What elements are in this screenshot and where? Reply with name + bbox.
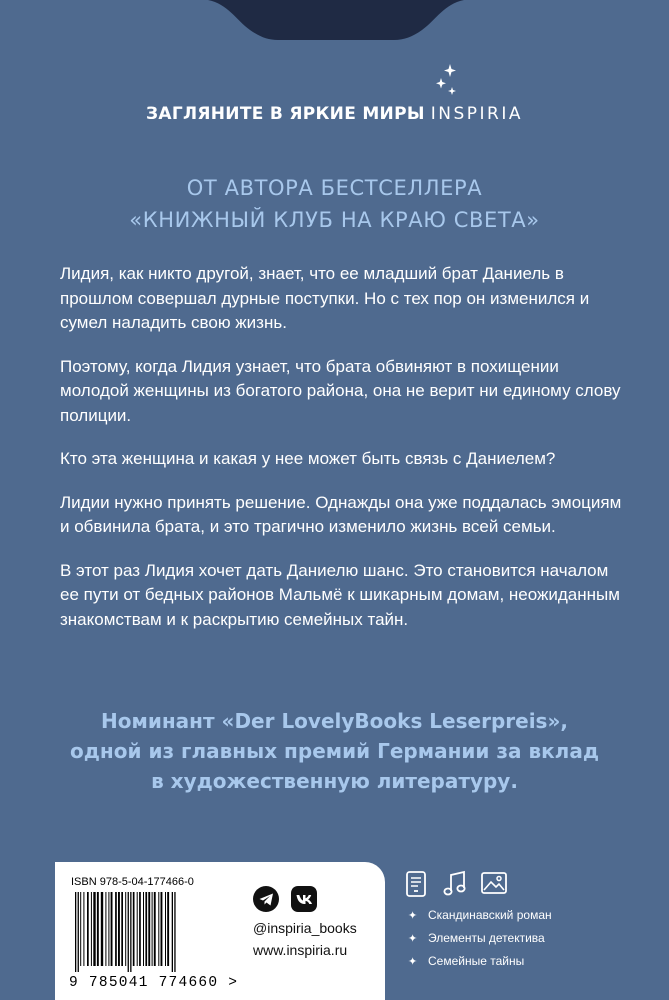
website-link[interactable]: www.inspiria.ru [253,942,348,958]
audiobook-icon [442,870,468,898]
tag-label: Семейные тайны [428,954,525,968]
award-line-3: в художественную литературу. [151,769,518,793]
headline-line-2: «КНИЖНЫЙ КЛУБ НА КРАЮ СВЕТА» [129,208,540,232]
barcode-digits: 9 785041 774660 > [69,975,237,990]
sparkles-icon [436,64,458,98]
vk-icon[interactable] [291,886,317,912]
blurb-paragraph: Лидии нужно принять решение. Однажды она уже поддалась эмоциям и обвинила брата, и это трагично изменило жизнь всей семьи. [60,492,622,536]
isbn-label: ISBN 978-5-04-177466-0 [71,876,194,888]
barcode-card [55,862,385,1000]
award-line-1: Номинант «Der LovelyBooks Leserpreis», [101,709,568,733]
sparkle-icon: ✦ [408,933,418,945]
tag-label: Элементы детектива [428,931,545,945]
book-blurb [60,262,630,651]
series-line [0,104,669,124]
barcode [69,892,239,990]
blurb-paragraph: Поэтому, когда Лидия узнает, что брата обвиняют в похищении молодой женщины из богатого района, она не верит ни единому слову полиции. [60,356,621,425]
award-line-2: одной из главных премий Германии за вклад [70,739,599,763]
sparkle-icon: ✦ [408,956,418,968]
author-headline [0,172,669,236]
series-lead: ЗАГЛЯНИТЕ В ЯРКИЕ МИРЫ [145,104,425,124]
blurb-paragraph: Лидия, как никто другой, знает, что ее младший брат Даниель в прошлом совершал дурные поступки. Но с тех пор он изменился и сумел наладить свою жизнь. [60,264,590,332]
award-note [0,706,669,796]
cover-notch [208,0,464,40]
tag-item [408,954,524,968]
tag-label: Скандинавский роман [428,908,552,922]
social-handle[interactable]: @inspiria_books [253,920,357,936]
ebook-icon [404,870,428,898]
tag-item [408,908,552,922]
series-brand: INSPIRIA [430,104,523,124]
tag-item [408,931,545,945]
blurb-paragraph: Кто эта женщина и какая у нее может быть связь с Даниелем? [60,449,556,468]
blurb-paragraph: В этот раз Лидия хочет дать Даниелю шанс. Это становится началом ее пути от бедных районов Мальмё к шикарным домам, неожиданным знакомствам и к раскрытию семейных тайн. [60,560,620,629]
illustrations-icon [480,870,508,896]
headline-line-1: ОТ АВТОРА БЕСТСЕЛЛЕРА [186,176,483,200]
telegram-icon[interactable] [253,886,279,912]
sparkle-icon: ✦ [408,910,418,922]
